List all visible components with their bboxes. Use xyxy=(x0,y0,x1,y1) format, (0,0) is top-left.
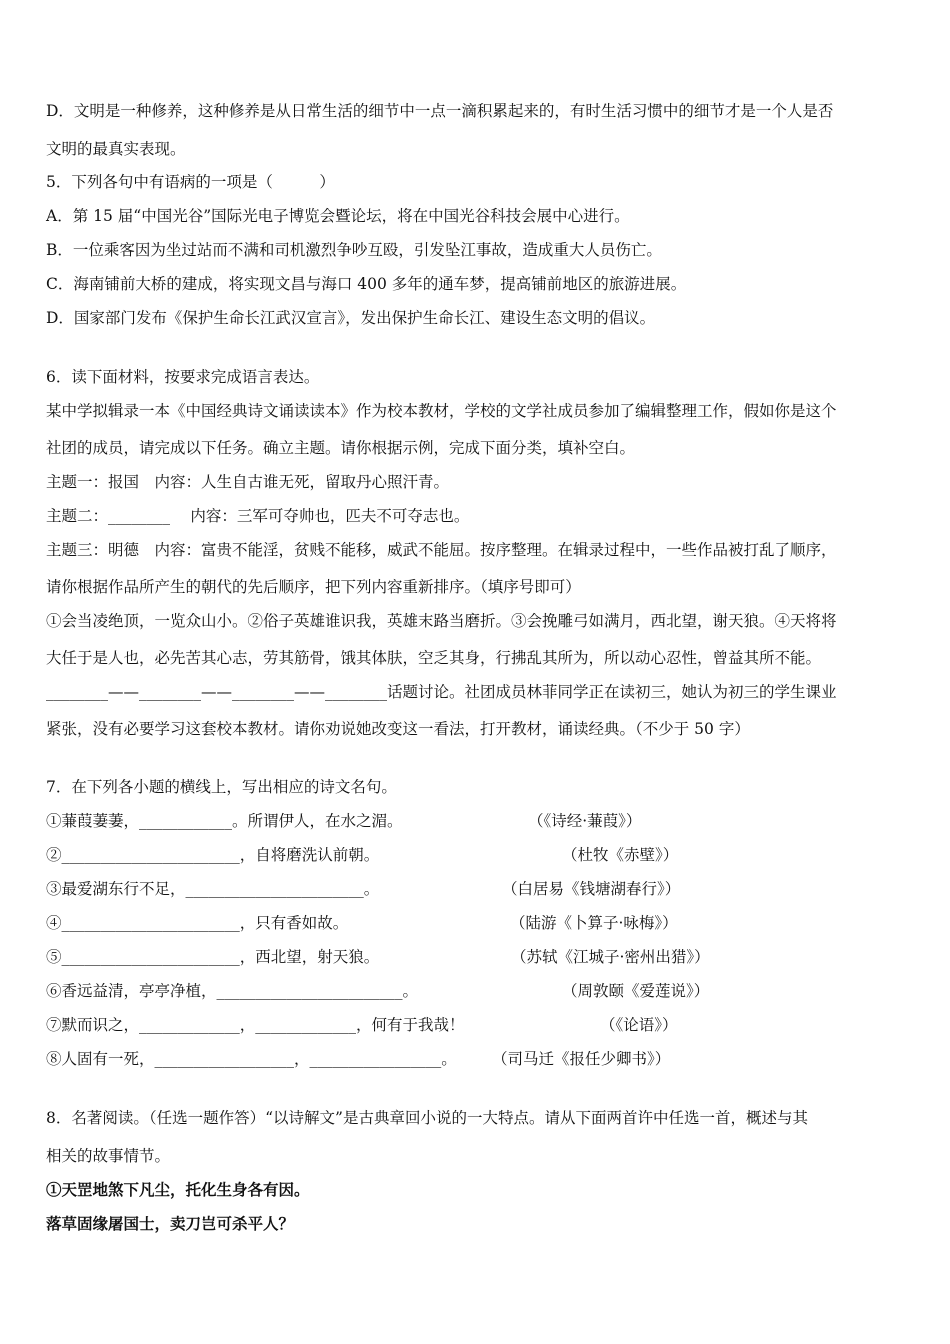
q6-theme3-line1: 主题三：明德 内容：富贵不能淫，贫贱不能移，威武不能屈。按序整理。在辑录过程中，一些作品被打乱了顺序， xyxy=(46,541,837,559)
q7-stem: 7．在下列各小题的横线上，写出相应的诗文名句。 xyxy=(46,778,397,796)
q8-poem-line2: 落草固缘屠国士，卖刀岂可杀平人？ xyxy=(46,1214,295,1233)
q7-item-1-source: （《诗经·蒹葭》） xyxy=(528,812,642,830)
q8-poem-line1: ①天罡地煞下凡尘，托化生身各有因。 xyxy=(46,1180,310,1199)
q7-item-8-source: （司马迁《报任少卿书》） xyxy=(492,1050,671,1068)
q6-para1-line1: 某中学拟辑录一本《中国经典诗文诵读读本》作为校本教材，学校的文学社成员参加了编辑整理工作，假如你是这个 xyxy=(46,402,837,420)
q7-item-3-source: （白居易《钱塘湖春行》） xyxy=(502,880,681,898)
q7-item-4-source: （陆游《卜算子·咏梅》） xyxy=(510,914,678,932)
q7-item-7-source: （《论语》） xyxy=(600,1016,678,1034)
q5-option-d: D．国家部门发布《保护生命长江武汉宣言》，发出保护生命长江、建设生态文明的倡议。 xyxy=(46,309,656,327)
q7-item-2: ②_______________________，自将磨洗认前朝。 xyxy=(46,846,380,864)
q8-stem-line2: 相关的故事情节。 xyxy=(46,1147,171,1165)
q7-item-1: ①蒹葭萋萋，____________。所谓伊人，在水之湄。 xyxy=(46,812,403,830)
q5-option-a: A．第 15 届“中国光谷”国际光电子博览会暨论坛，将在中国光谷科技会展中心进行。 xyxy=(46,207,630,225)
q6-theme1: 主题一：报国 内容：人生自古谁无死，留取丹心照汗青。 xyxy=(46,473,450,491)
q7-item-2-source: （杜牧《赤壁》） xyxy=(562,846,679,864)
q7-item-5: ⑤_______________________，西北望，射天狼。 xyxy=(46,948,380,966)
q6-para1-line2: 社团的成员，请完成以下任务。确立主题。请你根据示例，完成下面分类，填补空白。 xyxy=(46,439,636,457)
q6-sort-line4: 紧张，没有必要学习这套校本教材。请你劝说她改变这一看法，打开教材，诵读经典。（不少于 50 字） xyxy=(46,720,750,738)
q7-item-4: ④_______________________，只有香如故。 xyxy=(46,914,349,932)
q5-stem: 5．下列各句中有语病的一项是（ ） xyxy=(46,173,335,191)
q6-sort-line3: ________——________——________——________话题讨论。社团成员林菲同学正在读初三，她认为初三的学生课业 xyxy=(46,683,837,701)
q7-item-6-source: （周敦颐《爱莲说》） xyxy=(562,982,710,1000)
q6-sort-line2: 大任于是人也，必先苦其心志，劳其筋骨，饿其体肤，空乏其身，行拂乱其所为，所以动心忍性，曾益其所不能。 xyxy=(46,649,822,667)
q6-theme3-line2: 请你根据作品所产生的朝代的先后顺序，把下列内容重新排序。（填序号即可） xyxy=(46,578,581,596)
q6-sort-line1: ①会当凌绝顶，一览众山小。②俗子英雄谁识我，英雄末路当磨折。③会挽雕弓如满月，西北望，谢天狼。④天将将 xyxy=(46,612,837,630)
q7-item-8: ⑧人固有一死，__________________，_________________。 xyxy=(46,1050,457,1068)
q5-option-c: C．海南铺前大桥的建成，将实现文昌与海口 400 多年的通车梦，提高铺前地区的旅游进展。 xyxy=(46,275,687,293)
q7-item-6: ⑥香远益清，亭亭净植，________________________。 xyxy=(46,982,419,1000)
q5-option-b: B．一位乘客因为坐过站而不满和司机激烈争吵互殴，引发坠江事故，造成重大人员伤亡。 xyxy=(46,241,662,259)
q4-option-d-line2: 文明的最真实表现。 xyxy=(46,140,186,158)
q6-stem: 6．读下面材料，按要求完成语言表达。 xyxy=(46,368,320,386)
q6-theme2: 主题二：________ 内容：三军可夺帅也，匹夫不可夺志也。 xyxy=(46,507,470,525)
q4-option-d-line1: D．文明是一种修养，这种修养是从日常生活的细节中一点一滴积累起来的，有时生活习惯中的细节才是一个人是否 xyxy=(46,102,834,120)
q7-item-3: ③最爱湖东行不足，_______________________。 xyxy=(46,880,380,898)
q7-item-7: ⑦默而识之，_____________，_____________，何有于我哉！ xyxy=(46,1016,465,1034)
q8-stem-line1: 8．名著阅读。（任选一题作答）“以诗解文”是古典章回小说的一大特点。请从下面两首许中任选一首，概述与其 xyxy=(46,1109,808,1127)
q7-item-5-source: （苏轼《江城子·密州出猎》） xyxy=(511,948,710,966)
